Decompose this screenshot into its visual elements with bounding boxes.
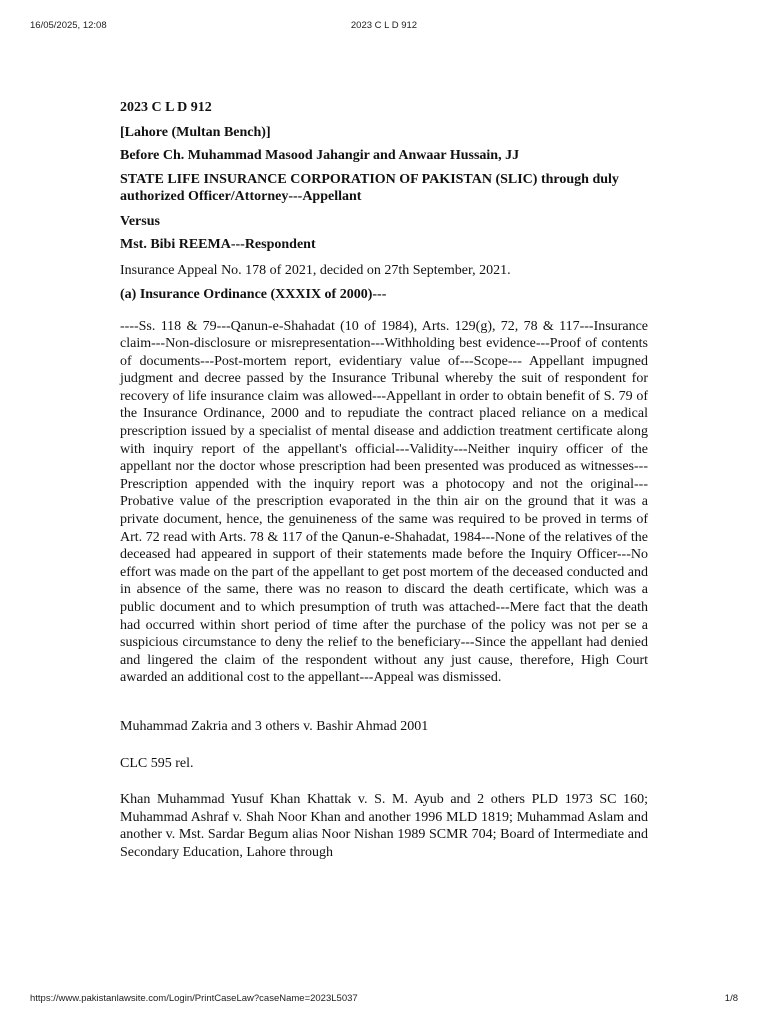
headnote-paragraph: ----Ss. 118 & 79---Qanun-e-Shahadat (10 of 1984), Arts. 129(g), 72, 78 & 117---Insurance claim---Non-disclosure or misrepresentation---Withholding best evidence---Proof of contents of documents---Post-mortem report, evidentiary value of---Scope--- Appellant impugned judgment and decree passed by the Insurance Tribunal whereby the suit of respondent for recovery of life insurance claim was allowed---Appellant in order to obtain benefit of S. 79 of the Insurance Ordinance, 2000 and to repudiate the contract placed reliance on a medical prescription issued by a specialist of mental disease and addiction treatment certificate along with inquiry report of the appellant's official---Validity---Neither inquiry officer of the appellant nor the doctor whose prescription had been presented was produced as witnesses---Prescription appended with the inquiry report was a photocopy and not the original---Probative value of the prescription evaporated in the thin air on the ground that it was a private document, hence, the genuineness of the same was required to be proved in terms of Art. 72 read with Arts. 78 & 117 of the Qanun-e-Shahadat, 1984---None of the relatives of the deceased had appeared in support of their statements made before the Inquiry Officer---No effort was made on the part of the appellant to get post mortem of the deceased conducted and in absence of the same, there was no reason to discard the death certificate, which was a public document and to which presumption of truth was attached---Mere fact that the death had occurred within short period of time after the purchase of the policy was not per se a suspicious circumstance to deny the relief to the beneficiary---Since the appellant had denied and lingered the claim of the respondent without any just cause, therefore, High Court awarded an additional cost to the appellant---Appeal was dismissed. [120,318,648,686]
case-citation: 2023 C L D 912 [120,100,212,115]
versus-label: Versus [120,213,160,229]
print-url: https://www.pakistanlawsite.com/Login/PrintCaseLaw?caseName=2023L5037 [30,993,358,1004]
print-header [0,20,768,34]
respondent-name: Mst. Bibi REEMA---Respondent [120,237,316,252]
reference-citation: Muhammad Zakria and 3 others v. Bashir Ahmad 2001 [120,718,429,734]
case-document [120,99,648,862]
page-number: 1/8 [724,993,738,1004]
print-datetime: 16/05/2025, 12:08 [30,20,107,31]
print-footer [0,993,768,1007]
ordinance-heading: (a) Insurance Ordinance (XXXIX of 2000)--- [120,287,387,302]
print-title: 2023 C L D 912 [350,20,418,31]
court-bench: [Lahore (Multan Bench)] [120,124,271,140]
appellant-name: STATE LIFE INSURANCE CORPORATION OF PAKISTAN (SLIC) through duly authorized Officer/Attorney---Appellant [120,171,619,204]
reference-citation-list: Khan Muhammad Yusuf Khan Khattak v. S. M. Ayub and 2 others PLD 1973 SC 160; Muhammad Ashraf v. Shah Noor Khan and another 1996 MLD 1819; Muhammad Aslam and another v. Mst. Sardar Begum alias Noor Nishan 1989 SCMR 704; Board of Intermediate and Secondary Education, Lahore through [120,792,648,860]
reference-citation: CLC 595 rel. [120,755,194,771]
appeal-info: Insurance Appeal No. 178 of 2021, decided on 27th September, 2021. [120,262,511,278]
judges-line: Before Ch. Muhammad Masood Jahangir and Anwaar Hussain, JJ [120,148,520,163]
